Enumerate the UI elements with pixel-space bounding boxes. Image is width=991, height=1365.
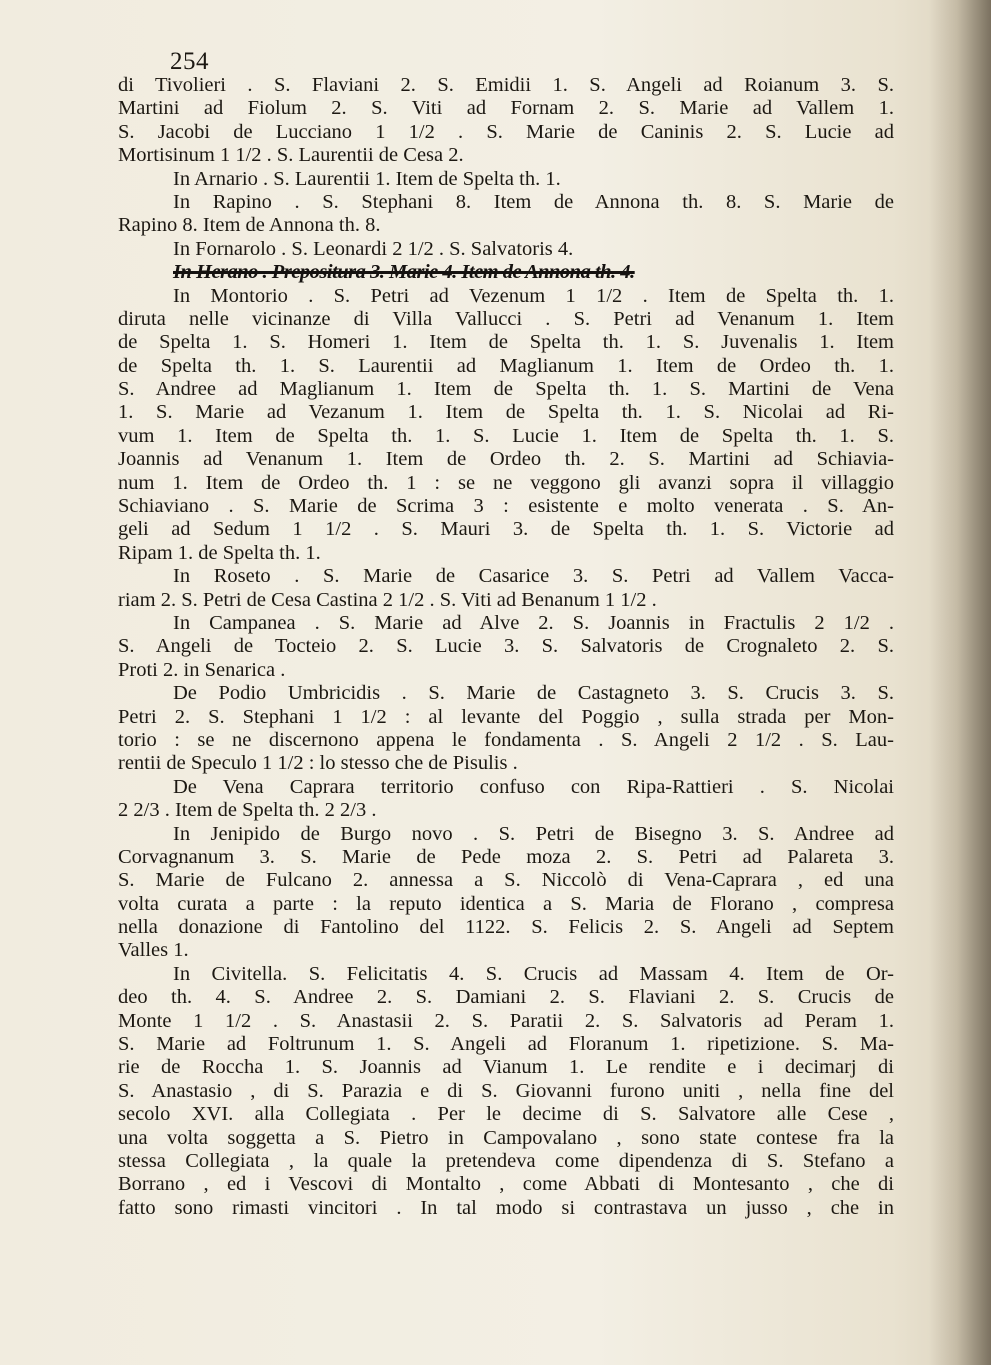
text-line: de Spelta 1. S. Homeri 1. Item de Spelta th. 1. S. Juvenalis 1. Item [118,331,894,354]
text-line: Borrano , ed i Vescovi di Montalto , come Abbati di Montesanto , che di [118,1173,894,1196]
page-gutter-shadow [929,0,991,1365]
text-line: In Arnario . S. Laurentii 1. Item de Spelta th. 1. [173,167,561,190]
text-line: In Rapino . S. Stephani 8. Item de Annona th. 8. S. Marie de [173,190,894,213]
text-line: S. Jacobi de Lucciano 1 1/2 . S. Marie de Caninis 2. S. Lucie ad [118,120,894,143]
text-line: In Civitella. S. Felicitatis 4. S. Crucis ad Massam 4. Item de Or- [173,962,894,985]
text-line: vum 1. Item de Spelta th. 1. S. Lucie 1. Item de Spelta th. 1. S. [118,424,894,447]
text-line: Monte 1 1/2 . S. Anastasii 2. S. Paratii 2. S. Salvatoris ad Peram 1. [118,1009,894,1032]
text-line: S. Andree ad Maglianum 1. Item de Spelta th. 1. S. Martini de Vena [118,378,894,401]
text-line: diruta nelle vicinanze di Villa Vallucci . S. Petri ad Venanum 1. Item [118,307,894,330]
text-line: S. Marie de Fulcano 2. annessa a S. Niccolò di Vena-Caprara , ed una [118,869,894,892]
text-line: torio : se ne discernono appena le fondamenta . S. Angeli 2 1/2 . S. Lau- [118,728,894,751]
text-line: 1. S. Marie ad Vezanum 1. Item de Spelta th. 1. S. Nicolai ad Ri- [118,401,894,424]
text-line: rie de Roccha 1. S. Joannis ad Vianum 1. Le rendite e i decimarj di [118,1056,894,1079]
text-line: di Tivolieri . S. Flaviani 2. S. Emidii 1. S. Angeli ad Roianum 3. S. [118,74,894,96]
page-number: 254 [170,48,209,75]
text-line: In Campanea . S. Marie ad Alve 2. S. Joannis in Fractulis 2 1/2 . [173,611,894,634]
text-line: Corvagnanum 3. S. Marie de Pede moza 2. S. Petri ad Palareta 3. [118,845,894,868]
text-line: num 1. Item de Ordeo th. 1 : se ne veggono gli avanzi sopra il villaggio [118,471,894,494]
text-line: de Spelta th. 1. S. Laurentii ad Maglianum 1. Item de Ordeo th. 1. [118,354,894,377]
body-text [118,74,894,1220]
text-line: De Podio Umbricidis . S. Marie de Castagneto 3. S. Crucis 3. S. [173,682,894,705]
text-line: stessa Collegiata , la quale la pretendeva come dipendenza di S. Stefano a [118,1149,894,1172]
text-line: In Herano . Prepositura 3. Marie 4. Item de Annona th. 4. [173,261,635,284]
text-line: volta curata a parte : la reputo identica a S. Maria de Florano , compresa [118,892,894,915]
text-line: Martini ad Fiolum 2. S. Viti ad Fornam 2. S. Marie ad Vallem 1. [118,97,894,120]
text-line: geli ad Sedum 1 1/2 . S. Mauri 3. de Spelta th. 1. S. Victorie ad [118,518,894,541]
text-line: deo th. 4. S. Andree 2. S. Damiani 2. S. Flaviani 2. S. Crucis de [118,986,894,1009]
text-line: S. Marie ad Foltrunum 1. S. Angeli ad Floranum 1. ripetizione. S. Ma- [118,1033,894,1056]
text-line: In Jenipido de Burgo novo . S. Petri de Bisegno 3. S. Andree ad [173,822,894,845]
text-line: Mortisinum 1 1/2 . S. Laurentii de Cesa 2. [118,144,464,167]
text-line: 2 2/3 . Item de Spelta th. 2 2/3 . [118,799,377,822]
text-line: S. Angeli de Tocteio 2. S. Lucie 3. S. Salvatoris de Crognaleto 2. S. [118,635,894,658]
text-line: Joannis ad Venanum 1. Item de Ordeo th. 2. S. Martini ad Schiavia- [118,448,894,471]
text-line: Valles 1. [118,939,189,962]
text-line: nella donazione di Fantolino del 1122. S. Felicis 2. S. Angeli ad Septem [118,916,894,939]
text-line: rentii de Speculo 1 1/2 : lo stesso che de Pisulis . [118,752,518,775]
text-line: Schiaviano . S. Marie de Scrima 3 : esistente e molto venerata . S. An- [118,495,894,518]
text-line: riam 2. S. Petri de Cesa Castina 2 1/2 . S. Viti ad Benanum 1 1/2 . [118,588,657,611]
text-line: De Vena Caprara territorio confuso con Ripa-Rattieri . S. Nicolai [173,775,894,798]
text-line: secolo XVI. alla Collegiata . Per le decime di S. Salvatore alle Cese , [118,1103,894,1126]
text-line: Rapino 8. Item de Annona th. 8. [118,214,381,237]
text-line: Proti 2. in Senarica . [118,658,286,681]
text-line: fatto sono rimasti vincitori . In tal modo si contrastava un jusso , che in [118,1196,894,1219]
text-line: una volta soggetta a S. Pietro in Campovalano , sono state contese fra la [118,1126,894,1149]
text-line: Ripam 1. de Spelta th. 1. [118,541,321,564]
text-line: In Fornarolo . S. Leonardi 2 1/2 . S. Salvatoris 4. [173,237,574,260]
text-line: S. Anastasio , di S. Parazia e di S. Giovanni furono uniti , nella fine del [118,1079,894,1102]
text-line: In Roseto . S. Marie de Casarice 3. S. Petri ad Vallem Vacca- [173,565,894,588]
text-line: Petri 2. S. Stephani 1 1/2 : al levante del Poggio , sulla strada per Mon- [118,705,894,728]
text-line: In Montorio . S. Petri ad Vezenum 1 1/2 . Item de Spelta th. 1. [173,284,894,307]
